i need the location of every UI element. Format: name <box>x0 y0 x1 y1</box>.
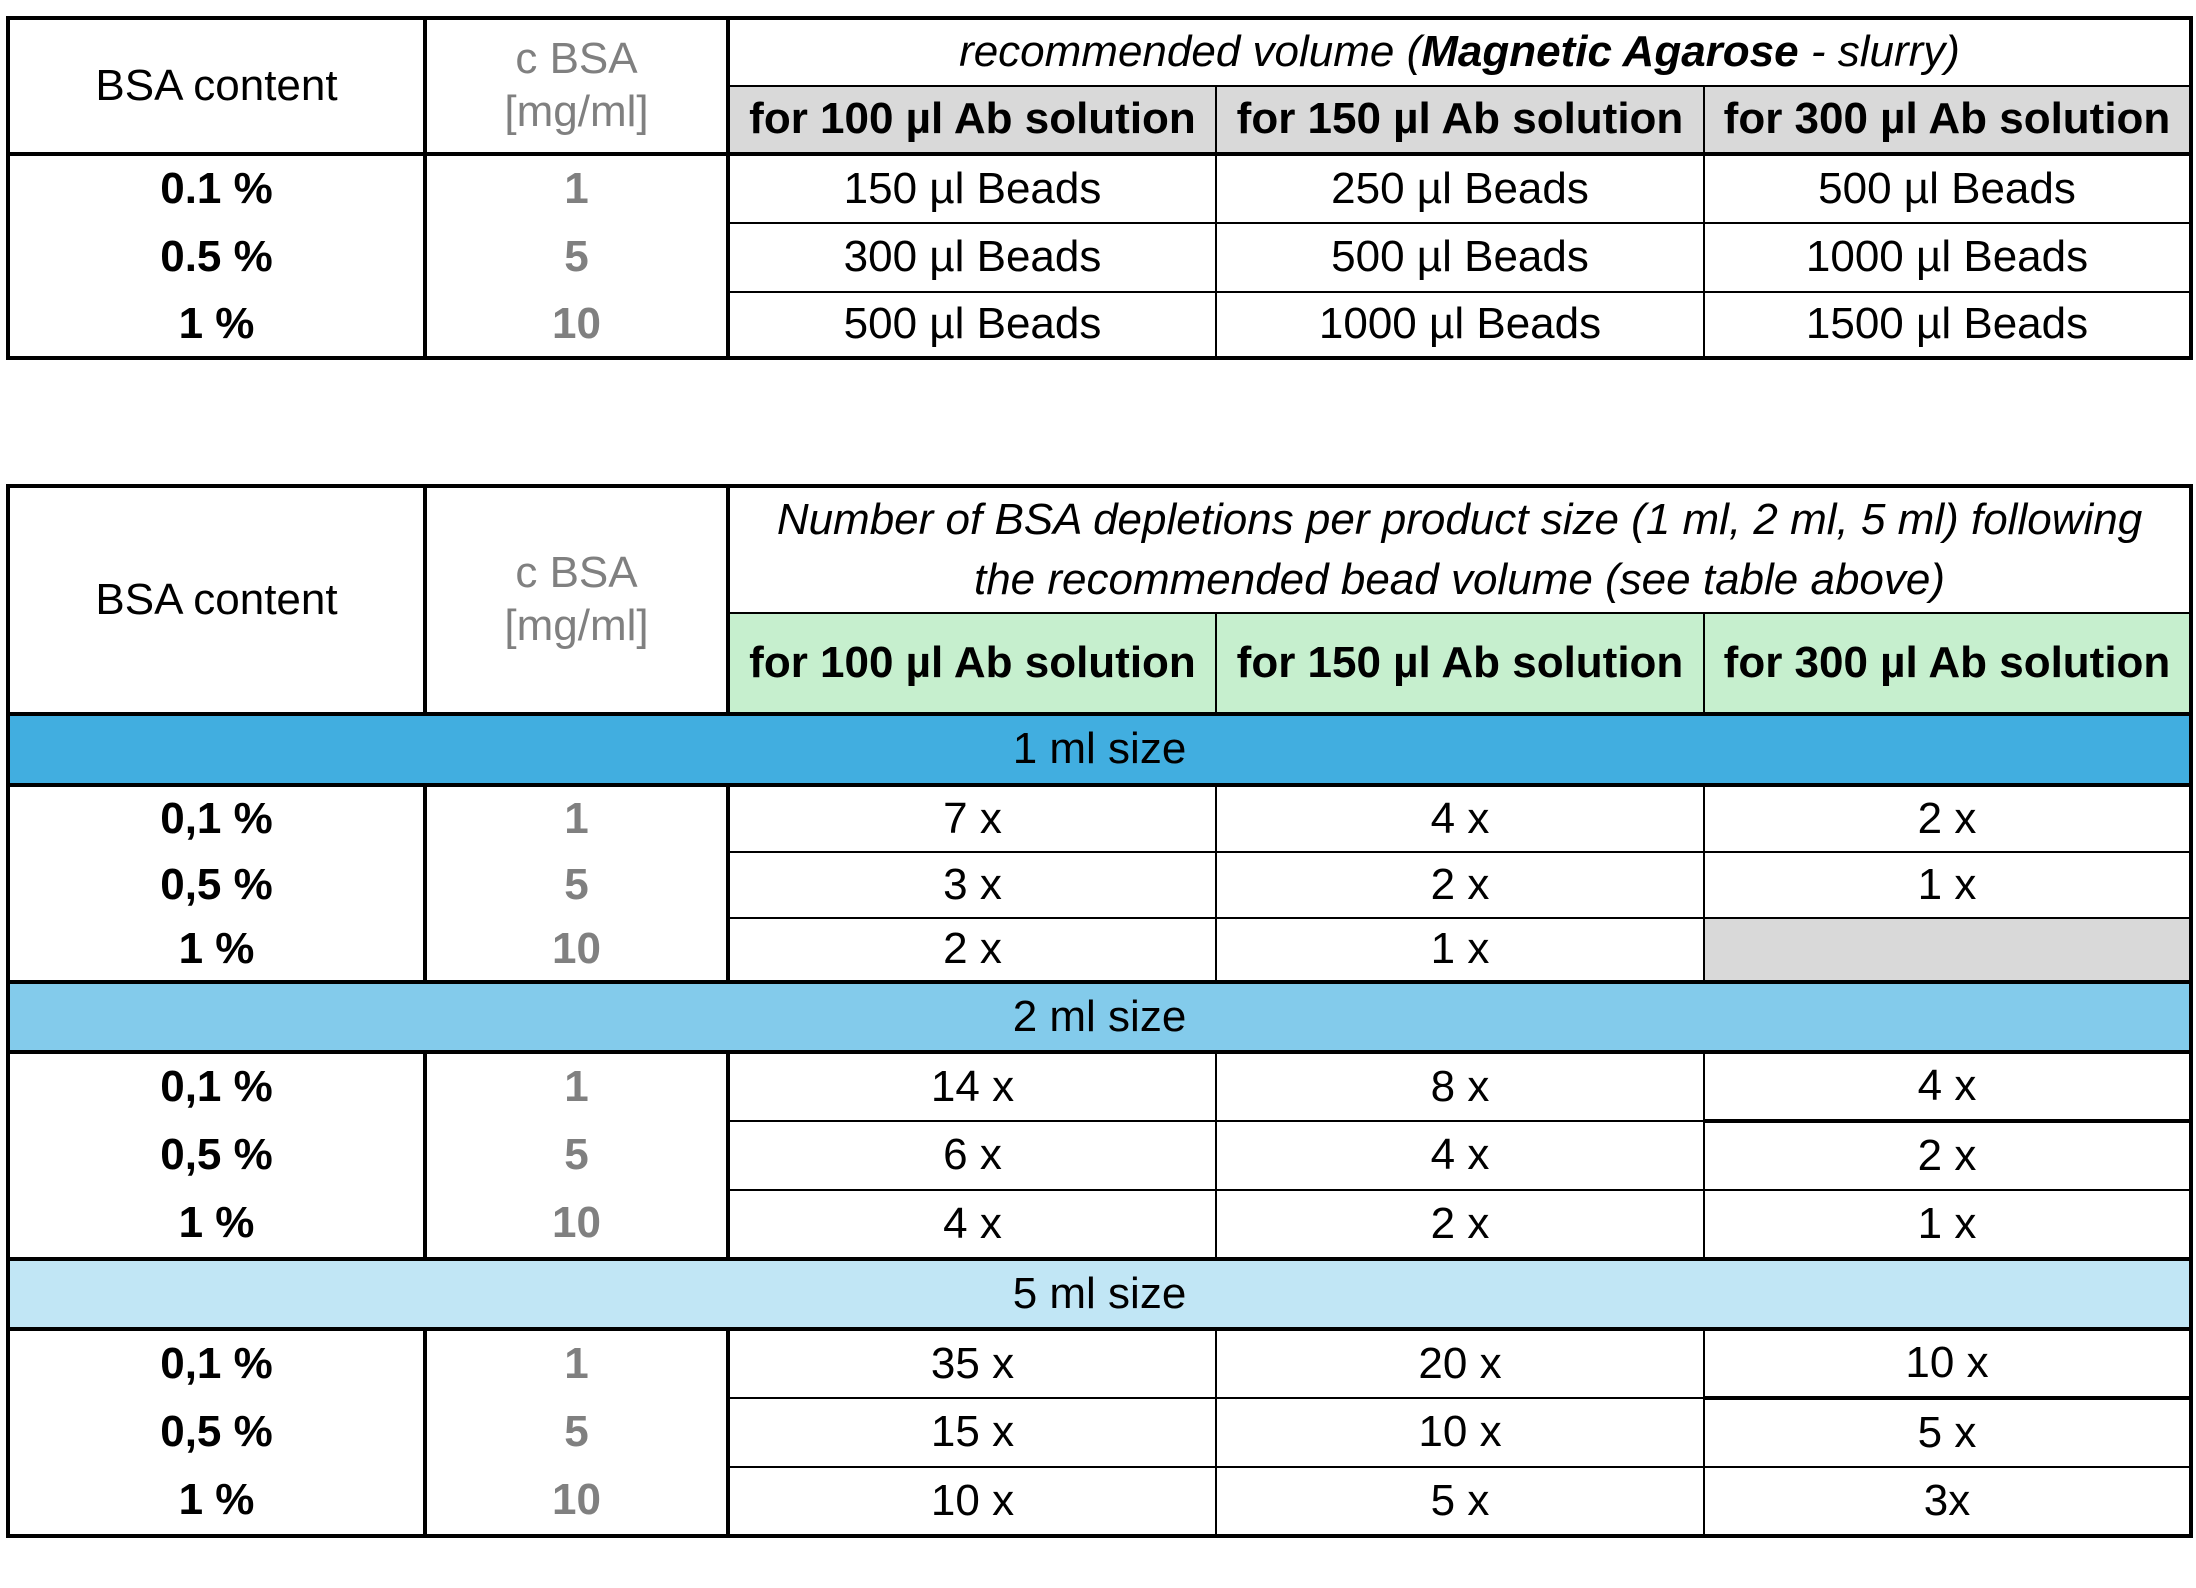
title-prefix: recommended volume ( <box>959 27 1422 77</box>
value-cell: 5 x <box>1216 1467 1704 1536</box>
header-c-bsa-line1: c BSA <box>515 548 638 598</box>
subheader-150: for 150 µl Ab solution <box>1216 86 1704 154</box>
subheader-150: for 150 µl Ab solution <box>1216 613 1704 714</box>
subheader-300: for 300 µl Ab solution <box>1704 86 2191 154</box>
header-c-bsa <box>425 18 728 154</box>
value-cell: 15 x <box>728 1398 1216 1467</box>
empty-value-cell <box>1704 918 2191 982</box>
value-cell: 250 µl Beads <box>1216 154 1704 223</box>
table-row <box>8 1121 2191 1190</box>
c-bsa-cell: 10 <box>425 918 728 982</box>
c-bsa-cell: 1 <box>425 785 728 852</box>
c-bsa-cell: 1 <box>425 154 728 223</box>
value-cell: 1500 µl Beads <box>1704 292 2191 358</box>
c-bsa-cell: 1 <box>425 1052 728 1121</box>
bead-volume-table <box>6 16 2193 360</box>
value-cell: 1000 µl Beads <box>1216 292 1704 358</box>
value-cell: 7 x <box>728 785 1216 852</box>
value-cell: 2 x <box>1216 1190 1704 1259</box>
c-bsa-cell: 5 <box>425 1398 728 1467</box>
title-suffix: - slurry) <box>1798 27 1960 77</box>
table2-title: Number of BSA depletions per product size (1 ml, 2 ml, 5 ml) following the recommended bead volume (see table above) <box>728 486 2191 613</box>
bsa-content-cell: 0,5 % <box>8 852 425 918</box>
table-row <box>8 1467 2191 1536</box>
table-row <box>8 852 2191 918</box>
subheader-300: for 300 µl Ab solution <box>1704 613 2191 714</box>
subheader-100: for 100 µl Ab solution <box>728 86 1216 154</box>
table-row <box>8 1190 2191 1259</box>
value-cell: 2 x <box>1704 1121 2191 1190</box>
value-cell: 6 x <box>728 1121 1216 1190</box>
c-bsa-cell: 5 <box>425 223 728 292</box>
value-cell: 500 µl Beads <box>728 292 1216 358</box>
bsa-content-cell: 0,1 % <box>8 1052 425 1121</box>
value-cell: 4 x <box>728 1190 1216 1259</box>
c-bsa-cell: 10 <box>425 1190 728 1259</box>
c-bsa-cell: 5 <box>425 1121 728 1190</box>
bsa-content-cell: 0,5 % <box>8 1398 425 1467</box>
value-cell: 10 x <box>1704 1329 2191 1398</box>
c-bsa-cell: 1 <box>425 1329 728 1398</box>
value-cell: 2 x <box>728 918 1216 982</box>
table-row <box>8 1052 2191 1121</box>
depletions-table <box>6 484 2193 1538</box>
value-cell: 10 x <box>728 1467 1216 1536</box>
value-cell: 1000 µl Beads <box>1704 223 2191 292</box>
subheader-100: for 100 µl Ab solution <box>728 613 1216 714</box>
bsa-content-cell: 0,1 % <box>8 1329 425 1398</box>
value-cell: 4 x <box>1704 1052 2191 1121</box>
value-cell: 14 x <box>728 1052 1216 1121</box>
value-cell: 4 x <box>1216 1121 1704 1190</box>
value-cell: 3x <box>1704 1467 2191 1536</box>
header-c-bsa <box>425 486 728 714</box>
table-row <box>8 918 2191 982</box>
value-cell: 1 x <box>1704 852 2191 918</box>
c-bsa-cell: 5 <box>425 852 728 918</box>
bsa-content-cell: 0,5 % <box>8 1121 425 1190</box>
header-bsa-content: BSA content <box>8 18 425 154</box>
value-cell: 2 x <box>1216 852 1704 918</box>
bsa-content-cell: 1 % <box>8 1467 425 1536</box>
value-cell: 2 x <box>1704 785 2191 852</box>
section-band-5ml: 5 ml size <box>8 1259 2191 1329</box>
value-cell: 4 x <box>1216 785 1704 852</box>
bsa-content-cell: 1 % <box>8 292 425 358</box>
table-row <box>8 223 2191 292</box>
c-bsa-cell: 10 <box>425 292 728 358</box>
section-band-1ml: 1 ml size <box>8 714 2191 785</box>
header-c-bsa-line1: c BSA <box>515 34 638 84</box>
bsa-content-cell: 0.1 % <box>8 154 425 223</box>
section-band-2ml: 2 ml size <box>8 982 2191 1052</box>
bsa-content-cell: 1 % <box>8 1190 425 1259</box>
value-cell: 8 x <box>1216 1052 1704 1121</box>
table-row <box>8 154 2191 223</box>
title-bold: Magnetic Agarose <box>1421 27 1799 77</box>
table-row <box>8 292 2191 358</box>
value-cell: 150 µl Beads <box>728 154 1216 223</box>
bsa-content-cell: 0.5 % <box>8 223 425 292</box>
value-cell: 1 x <box>1704 1190 2191 1259</box>
value-cell: 35 x <box>728 1329 1216 1398</box>
header-c-bsa-line2: [mg/ml] <box>504 87 649 136</box>
bsa-content-cell: 0,1 % <box>8 785 425 852</box>
table-row <box>8 785 2191 852</box>
table1-title <box>728 18 2191 86</box>
table-row <box>8 1329 2191 1398</box>
header-c-bsa-line2: [mg/ml] <box>504 601 649 650</box>
c-bsa-cell: 10 <box>425 1467 728 1536</box>
value-cell: 500 µl Beads <box>1216 223 1704 292</box>
value-cell: 1 x <box>1216 918 1704 982</box>
value-cell: 20 x <box>1216 1329 1704 1398</box>
value-cell: 5 x <box>1704 1398 2191 1467</box>
value-cell: 500 µl Beads <box>1704 154 2191 223</box>
header-bsa-content: BSA content <box>8 486 425 714</box>
bsa-content-cell: 1 % <box>8 918 425 982</box>
table-row <box>8 1398 2191 1467</box>
value-cell: 300 µl Beads <box>728 223 1216 292</box>
value-cell: 10 x <box>1216 1398 1704 1467</box>
value-cell: 3 x <box>728 852 1216 918</box>
